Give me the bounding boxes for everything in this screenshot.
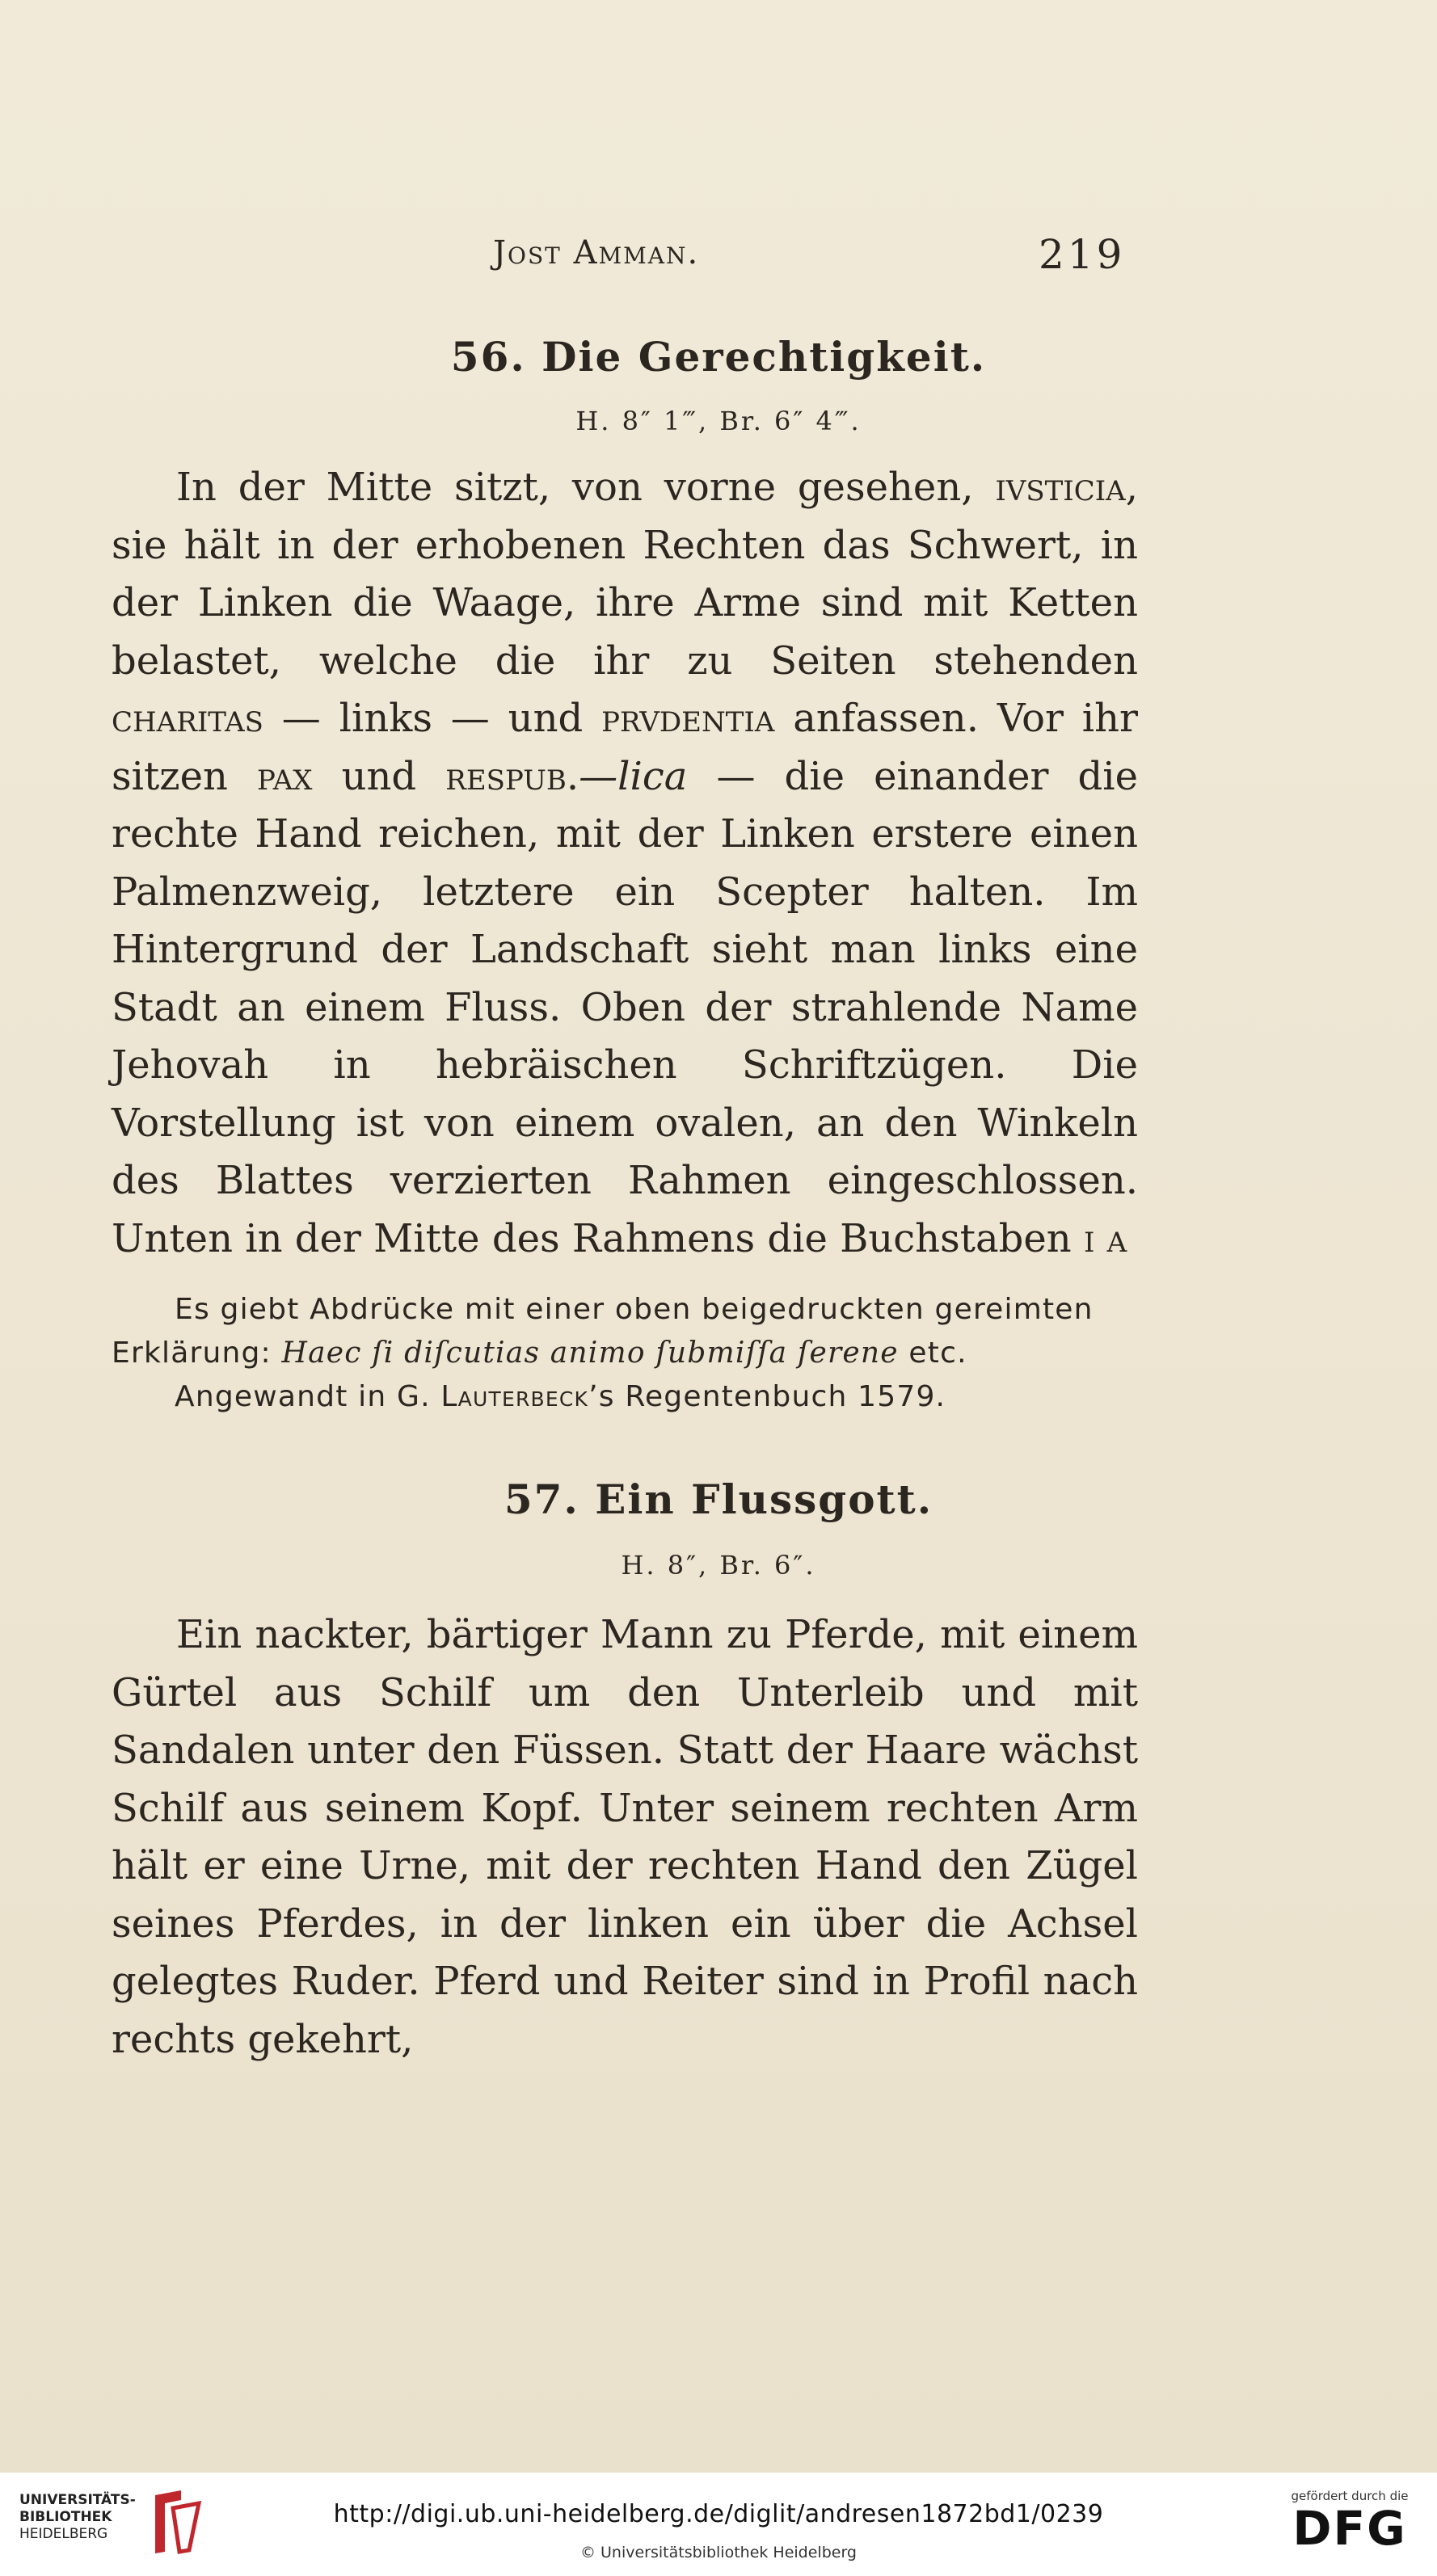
dfg-sponsor [1277,2489,1422,2556]
entry-57-dimensions: H. 8″, Br. 6″. [621,1550,816,1581]
impressions-note: Es giebt Abdrücke mit einer oben beigedruckten gereimten Erklärung: Haec ſi diſcutias animo ſubmiſſa ſerene etc. [112,1293,1094,1370]
running-head [0,231,1437,283]
entry-57-description: Ein nackter, bärtiger Mann zu Pferde, mit einem Gürtel aus Schilf um den Unterleib und mit Sandalen unter den Füssen. Statt der Haare wächst Schilf aus seinem Kopf. Unter seinem rechten Arm hält er eine Urne, mit der rechten Hand den Zügel seines Pferdes, in der linken ein über die Achsel gelegtes Ruder. Pferd und Reiter sind in Profil nach rechts gekehrt, [112,1612,1138,2062]
permalink-url[interactable]: http://digi.ub.uni-heidelberg.de/diglit/andresen1872bd1/0239 [333,2500,1104,2528]
sponsor-caption: gefördert durch die [1291,2489,1409,2503]
entry-56-description: In der Mitte sitzt, von vorne gesehen, ivsticia, sie hält in der erhobenen Rechten das Schwert, in der Linken die Waage, ihre Arme sind mit Ketten belastet, welche die ihr zu Seiten stehenden charitas — links — und prvdentia anfassen. Vor ihr sitzen pax und respub.—lica — die einander die rechte Hand reichen, mit der Linken erstere einen Palmenzweig, letztere ein Scepter halten. Im Hintergrund der Landschaft sieht man links eine Stadt an einem Fluss. Oben der strahlende Name Jehovah in hebräischen Schriftzügen. Die Vorstellung ist von einem ovalen, an den Winkeln des Blattes verzierten Rahmen eingeschlossen. Unten in der Mitte des Rahmens die Buchstaben i a [112,465,1139,1261]
library-name: UNIVERSITÄTS- BIBLIOTHEK HEIDELBERG [19,2492,136,2542]
dfg-logo: DFG [1292,2501,1407,2556]
running-title: Jost Amman. [493,234,700,271]
entry-56-title: 56. Die Gerechtigkeit. [450,333,987,381]
footer-bar [0,2473,1437,2576]
entry-56-notes [112,1288,1138,1419]
page-number: 219 [1039,231,1126,278]
usage-note: Angewandt in G. Lauterbeck’s Regentenbuch 1579. [175,1380,946,1413]
entry-56-dimensions: H. 8″ 1‴, Br. 6″ 4‴. [575,406,862,436]
copyright-notice: © Universitätsbibliothek Heidelberg [579,2544,857,2561]
entry-57-title: 57. Ein Flussgott. [504,1475,933,1523]
